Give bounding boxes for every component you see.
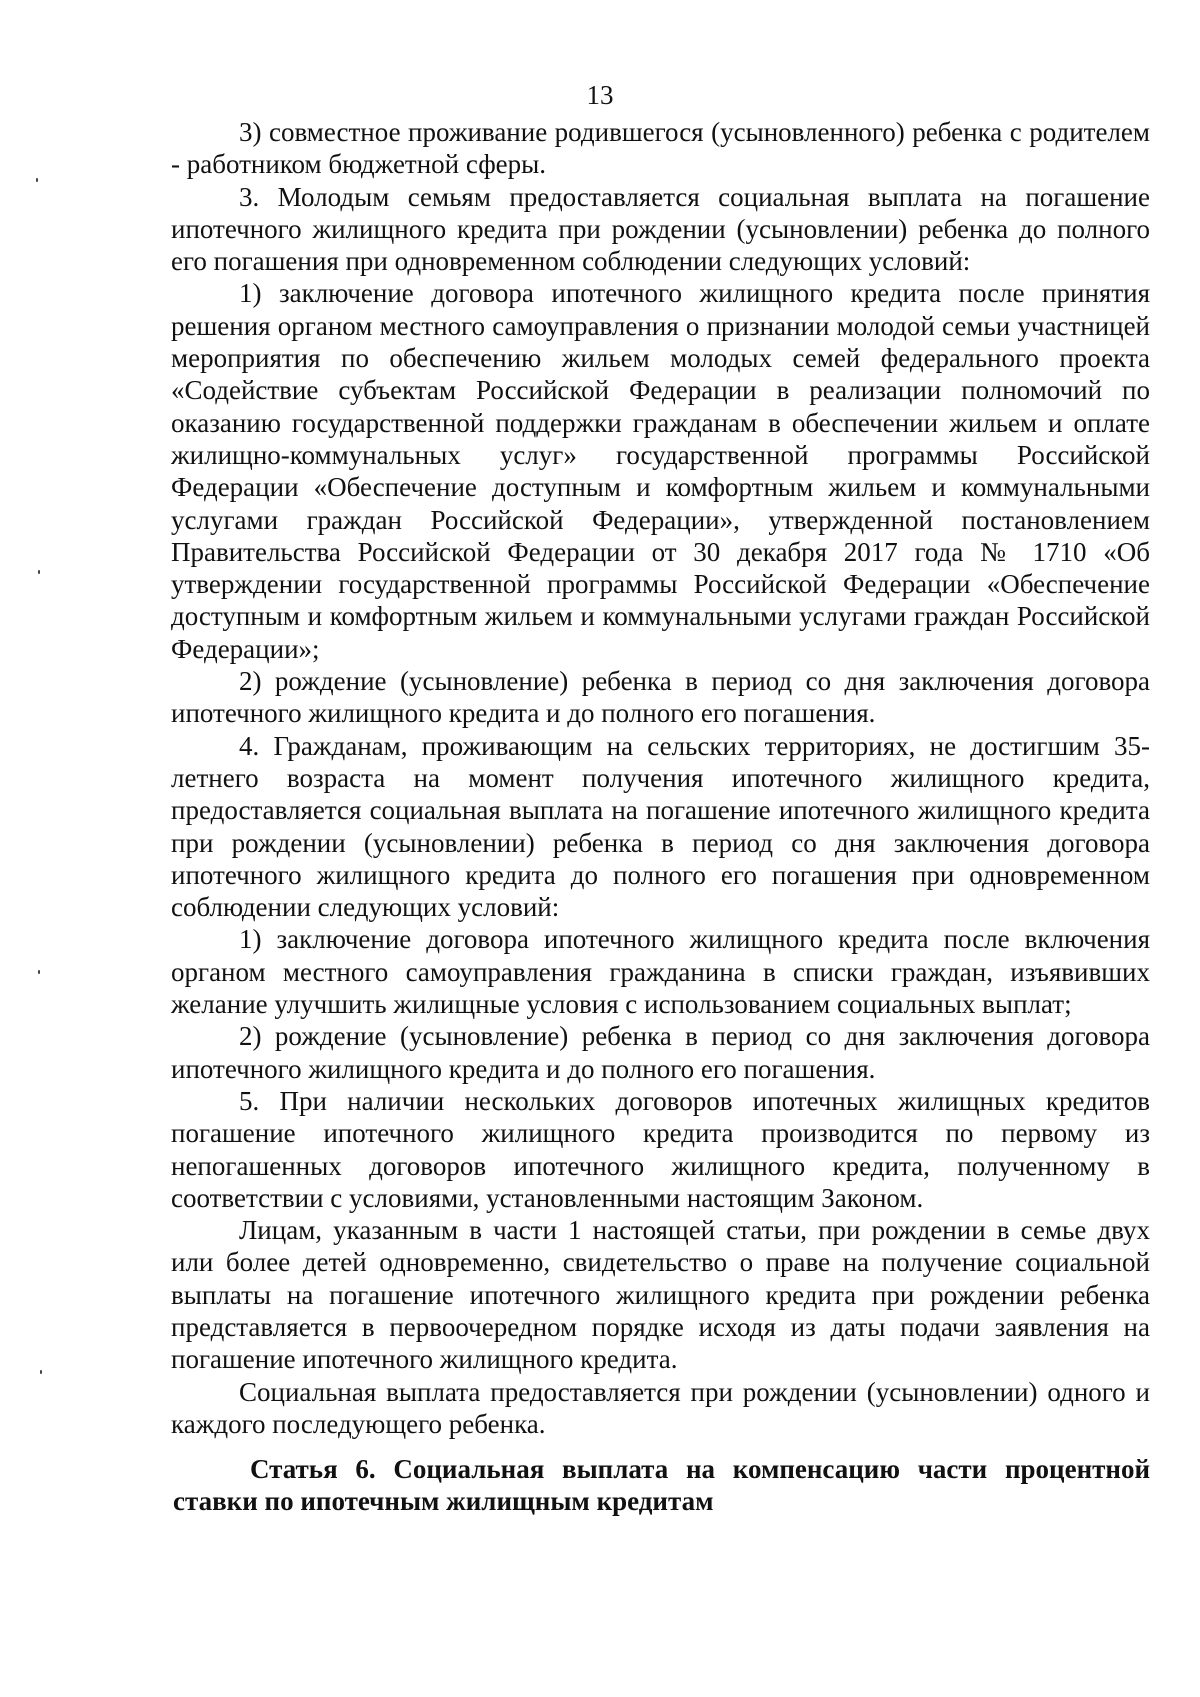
article-heading: Статья 6. Социальная выплата на компенсацию части процентной ставки по ипотечным жилищным кредитам [173,1454,1150,1516]
paragraph-twins-clause: Лицам, указанным в части 1 настоящей статьи, при рождении в семье двух или более детей одновременно, свидетельство о праве на получение социальной выплаты на погашение ипотечного жилищного кредита при рождении ребенка представляется в первоочередном порядке исходя из даты подачи заявления на погашение ипотечного жилищного кредита. [171,1215,1150,1375]
paragraph-point-4: 4. Гражданам, проживающим на сельских территориях, не достигшим 35-летнего возраста на момент получения ипотечного жилищного кредита, предоставляется социальная выплата на погашение ипотечного жилищного кредита при рождении (усыновлении) ребенка в период со дня заключения договора ипотечного жилищного кредита до полного его погашения при одновременном соблюдении следующих условий: [171,730,1150,923]
scan-speck [38,970,40,974]
paragraph-condition-2: 2) рождение (усыновление) ребенка в период со дня заключения договора ипотечного жилищного кредита и до полного его погашения. [171,666,1150,729]
paragraph-point-5: 5. При наличии нескольких договоров ипотечных жилищных кредитов погашение ипотечного жилищного кредита производится по первому из непогашенных договоров ипотечного жилищного кредита, полученному в соответствии с условиями, установленными настоящим Законом. [171,1085,1150,1213]
paragraph-each-child-clause: Социальная выплата предоставляется при рождении (усыновлении) одного и каждого последующего ребенка. [171,1376,1150,1439]
paragraph-condition-1-rural: 1) заключение договора ипотечного жилищного кредита после включения органом местного самоуправления гражданина в списки граждан, изъявивших желание улучшить жилищные условия с использованием социальных выплат; [171,924,1150,1020]
paragraph-point-3: 3. Молодым семьям предоставляется социальная выплата на погашение ипотечного жилищного кредита при рождении (усыновлении) ребенка до полного его погашения при одновременном соблюдении следующих условий: [171,181,1150,277]
paragraph-item-3: 3) совместное проживание родившегося (усыновленного) ребенка с родителем - работником бюджетной сферы. [171,117,1150,180]
scan-speck [38,570,40,574]
paragraph-condition-2-rural: 2) рождение (усыновление) ребенка в период со дня заключения договора ипотечного жилищного кредита и до полного его погашения. [171,1021,1150,1084]
paragraph-condition-1: 1) заключение договора ипотечного жилищного кредита после принятия решения органом местного самоуправления о признании молодой семьи участницей мероприятия по обеспечению жильем молодых семей федерального проекта «Содействие субъектам Российской Федерации в реализации полномочий по оказанию государственной поддержки гражданам в обеспечении жильем и оплате жилищно-коммунальных услуг» государственной программы Российской Федерации «Обеспечение доступным и комфортным жильем и коммунальными услугами граждан Российской Федерации», утвержденной постановлением Правительства Российской Федерации от 30 декабря 2017 года № 1710 «Об утверждении государственной программы Российской Федерации «Обеспечение доступным и комфортным жильем и коммунальными услугами граждан Российской Федерации»; [171,278,1150,664]
scan-speck [40,1370,42,1374]
document-body [171,116,1150,1440]
scan-speck [36,178,38,182]
page-number: 13 [586,80,614,110]
